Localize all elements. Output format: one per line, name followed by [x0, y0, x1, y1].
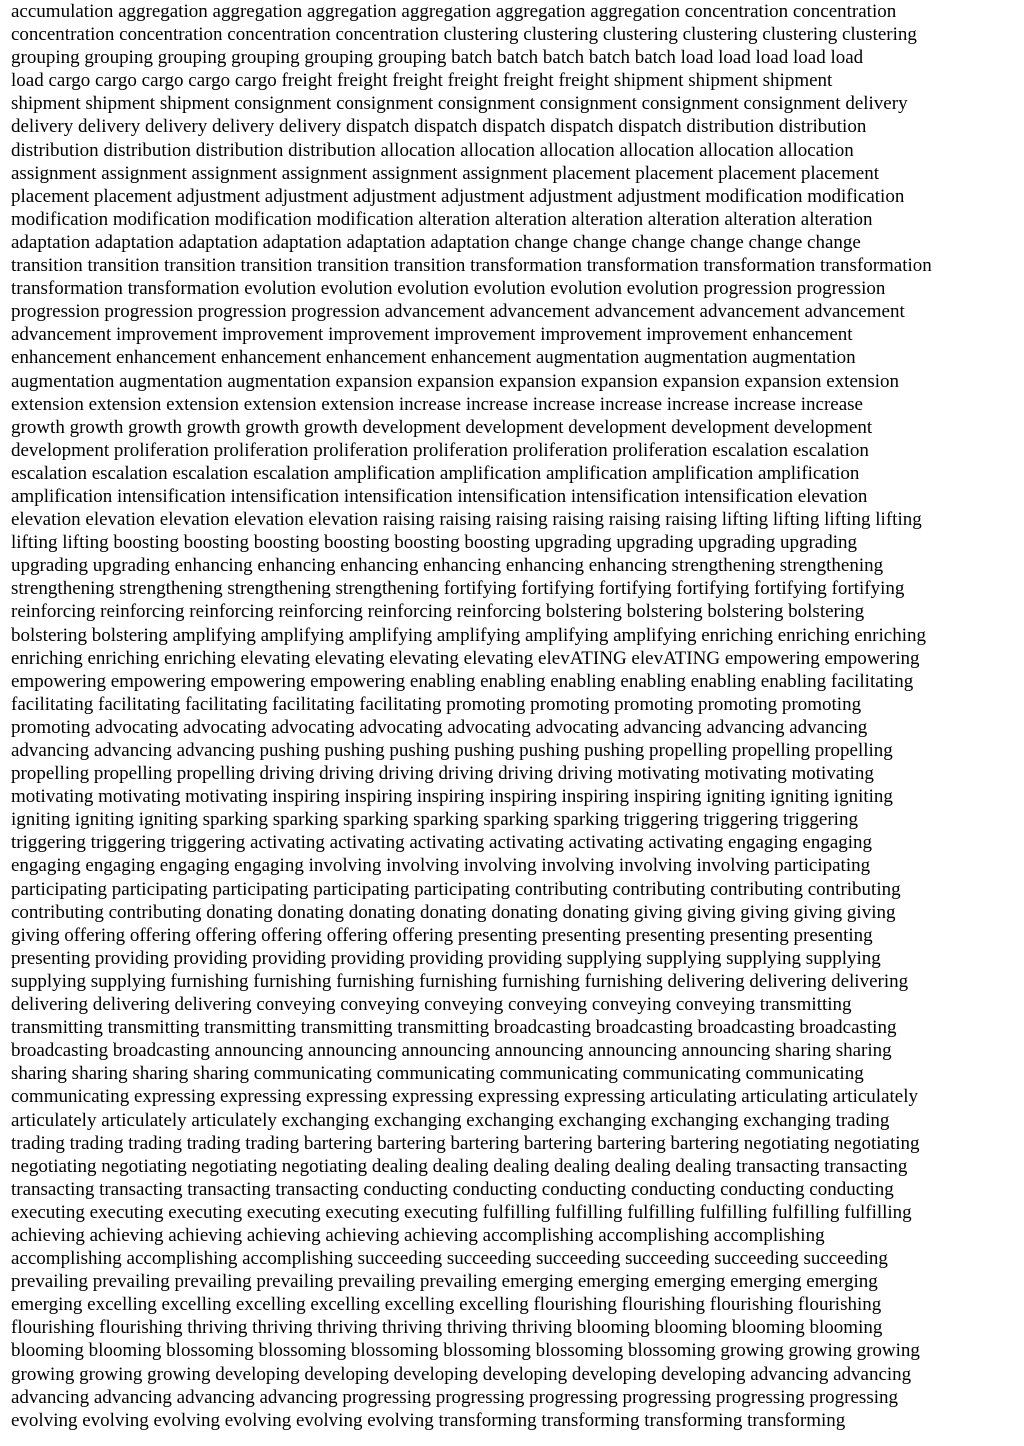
text-line: accumulation aggregation aggregation aggregation aggregation aggregation aggregation concentration concentration	[11, 1, 897, 22]
text-line: motivating motivating motivating inspiring inspiring inspiring inspiring inspiring inspiring igniting igniting igniting	[11, 786, 893, 808]
text-line: strengthening strengthening strengthening strengthening fortifying fortifying fortifying fortifying fortifying fortifying	[11, 578, 905, 600]
text-line: facilitating facilitating facilitating facilitating facilitating promoting promoting promoting promoting promoting	[11, 693, 862, 715]
text-line: grouping grouping grouping grouping grouping grouping batch batch batch batch batch load load load load load	[11, 47, 864, 69]
text-line: contributing contributing donating donating donating donating donating donating giving giving giving giving giving	[11, 901, 896, 923]
text-line: broadcasting broadcasting announcing announcing announcing announcing announcing announcing sharing sharing	[11, 1040, 892, 1062]
text-line: delivery delivery delivery delivery delivery dispatch dispatch dispatch dispatch dispatch distribution distribution	[11, 116, 867, 138]
text-line: promoting advocating advocating advocating advocating advocating advocating advancing advancing advancing	[11, 716, 868, 738]
text-line: trading trading trading trading trading bartering bartering bartering bartering bartering bartering negotiating negotiating	[11, 1132, 920, 1154]
text-line: reinforcing reinforcing reinforcing reinforcing reinforcing reinforcing bolstering bolstering bolstering bolstering	[11, 601, 865, 623]
text-line: modification modification modification modification alteration alteration alteration alteration alteration alteration	[11, 208, 873, 230]
text-line: advancement improvement improvement improvement improvement improvement improvement enhancement	[11, 324, 853, 346]
text-line: growing growing growing developing developing developing developing developing developing advancing advancing	[11, 1363, 912, 1385]
text-line: escalation escalation escalation escalation amplification amplification amplification amplification amplification	[11, 462, 860, 484]
text-line: enhancement enhancement enhancement enhancement enhancement augmentation augmentation augmentation	[11, 347, 856, 369]
text-line: articulately articulately articulately exchanging exchanging exchanging exchanging exchanging exchanging trading	[11, 1109, 890, 1131]
text-line: transformation transformation evolution evolution evolution evolution evolution evolution progression progression	[11, 278, 886, 300]
text-line: enriching enriching enriching elevating elevating elevating elevating elevATING elevATING empowering empowering	[11, 647, 920, 669]
text-line: flourishing flourishing thriving thriving thriving thriving thriving thriving blooming blooming blooming blooming	[11, 1317, 883, 1339]
text-line: lifting lifting boosting boosting boosting boosting boosting boosting upgrading upgrading upgrading upgrading	[11, 532, 858, 554]
text-line: negotiating negotiating negotiating negotiating dealing dealing dealing dealing dealing dealing transacting transacting	[11, 1155, 908, 1177]
text-line: emerging excelling excelling excelling excelling excelling excelling flourishing flourishing flourishing flourishing	[11, 1294, 882, 1316]
text-line: load cargo cargo cargo cargo cargo freight freight freight freight freight freight shipment shipment shipment	[11, 70, 833, 92]
text-line: empowering empowering empowering empowering enabling enabling enabling enabling enabling enabling facilitating	[11, 670, 914, 692]
text-line: propelling propelling propelling driving driving driving driving driving driving motivating motivating motivating	[11, 763, 874, 785]
text-line: assignment assignment assignment assignment assignment assignment placement placement placement placement	[11, 162, 879, 184]
text-line: igniting igniting igniting sparking sparking sparking sparking sparking sparking triggering triggering triggering	[11, 809, 858, 831]
text-line: upgrading upgrading enhancing enhancing enhancing enhancing enhancing enhancing strengthening strengthening	[11, 555, 884, 577]
text-line: evolving evolving evolving evolving evolving evolving transforming transforming transforming transforming	[11, 1409, 846, 1431]
text-line: triggering triggering triggering activating activating activating activating activating activating engaging engaging	[11, 832, 873, 854]
text-line: engaging engaging engaging engaging involving involving involving involving involving involving participating	[11, 855, 871, 877]
text-line: progression progression progression progression advancement advancement advancement advancement advancement	[11, 301, 905, 323]
text-line: advancing advancing advancing advancing progressing progressing progressing progressing progressing progressing	[11, 1386, 898, 1408]
text-line: blooming blooming blossoming blossoming blossoming blossoming blossoming blossoming growing growing growing	[11, 1340, 920, 1362]
text-line: advancing advancing advancing pushing pushing pushing pushing pushing pushing propelling propelling propelling	[11, 740, 893, 761]
text-line: adaptation adaptation adaptation adaptation adaptation adaptation change change change change change change	[11, 231, 861, 253]
text-line: bolstering bolstering amplifying amplifying amplifying amplifying amplifying amplifying enriching enriching enriching	[11, 624, 926, 646]
text-line: augmentation augmentation augmentation expansion expansion expansion expansion expansion expansion extension	[11, 370, 900, 392]
text-line: communicating expressing expressing expressing expressing expressing expressing articulating articulating articulately	[11, 1086, 918, 1108]
text-line: placement placement adjustment adjustment adjustment adjustment adjustment adjustment modification modification	[11, 185, 905, 207]
text-line: prevailing prevailing prevailing prevailing prevailing prevailing emerging emerging emerging emerging emerging	[11, 1271, 878, 1293]
text-line: development proliferation proliferation proliferation proliferation proliferation proliferation escalation escalation	[11, 439, 869, 461]
text-line: transmitting transmitting transmitting transmitting transmitting broadcasting broadcasting broadcasting broadcasting	[11, 1017, 897, 1039]
text-line: presenting providing providing providing providing providing providing supplying supplying supplying supplying	[11, 947, 881, 969]
text-line: shipment shipment shipment consignment consignment consignment consignment consignment consignment delivery	[11, 93, 908, 115]
text-line: accomplishing accomplishing accomplishing succeeding succeeding succeeding succeeding succeeding succeeding	[11, 1248, 888, 1270]
text-line: supplying supplying furnishing furnishing furnishing furnishing furnishing furnishing delivering delivering delivering	[11, 970, 909, 992]
text-line: transition transition transition transition transition transition transformation transformation transformation transformation	[11, 255, 932, 277]
text-line: elevation elevation elevation elevation elevation raising raising raising raising raising raising lifting lifting lifting lifting	[11, 509, 922, 531]
text-line: executing executing executing executing executing executing fulfilling fulfilling fulfilling fulfilling fulfilling fulfilling	[11, 1201, 912, 1223]
text-line: transacting transacting transacting transacting conducting conducting conducting conducting conducting conducting	[11, 1178, 894, 1200]
text-line: extension extension extension extension extension increase increase increase increase increase increase increase	[11, 393, 863, 415]
text-line: giving offering offering offering offering offering offering presenting presenting presenting presenting presenting	[11, 924, 873, 946]
text-line: amplification intensification intensification intensification intensification intensification intensification elevation	[11, 485, 868, 507]
text-line: participating participating participating participating participating contributing contributing contributing contributing	[11, 878, 901, 900]
text-line: achieving achieving achieving achieving achieving achieving accomplishing accomplishing accomplishing	[11, 1224, 825, 1246]
text-line: concentration concentration concentration concentration clustering clustering clustering clustering clustering clustering	[11, 24, 917, 46]
text-line: distribution distribution distribution distribution allocation allocation allocation allocation allocation allocation	[11, 139, 854, 161]
text-line: growth growth growth growth growth growth development development development development development	[11, 416, 873, 438]
text-line: sharing sharing sharing sharing communicating communicating communicating communicating communicating	[11, 1063, 864, 1085]
text-line: delivering delivering delivering conveying conveying conveying conveying conveying conveying transmitting	[11, 994, 852, 1016]
